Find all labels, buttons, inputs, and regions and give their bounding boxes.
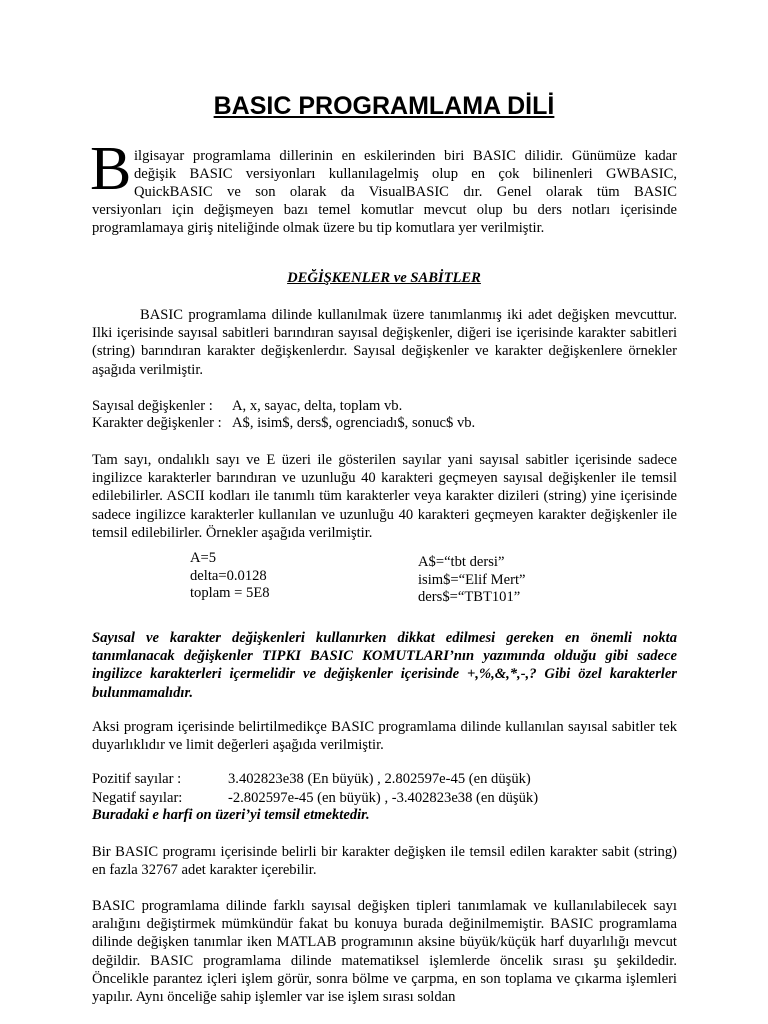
limits-note: Buradaki e harfi on üzeri’yi temsil etmektedir. [92,807,370,823]
positive-limits-values: 3.402823e38 (En büyük) , 2.802597e-45 (en düşük) [228,771,531,787]
numeric-vars-label: Sayısal değişkenler : [92,398,213,414]
positive-limits-label: Pozitif sayılar : [92,771,182,787]
example-numeric-2: delta=0.0128 [190,568,267,584]
paragraph-string-limit: Bir BASIC programı içerisinde belirli bir karakter değişken ile temsil edilen karakter sabit (string) en fazla 32767 adet karakter içerebilir. [92,844,677,879]
paragraph-integers: Tam sayı, ondalıklı sayı ve E üzeri ile gösterilen sayılar yani sayısal sabitler içerisinde sadece ingilizce karakterler barındıran ve uzunluğu 40 karakteri geçmeyen sayısal değişkenler ile temsil edilebilirler. ASCII kodları ile tanımlı tüm karakterler veya karakter dizileri (string) yine içerisinde sadece ingilizce karakterler kullanılan ve uzunluğu 40 karakteri geçmeyen karakter değişkenler ile temsil edilebilirler. Örnekler aşağıda verilmiştir. [92,452,677,541]
intro-line-1: ilgisayar programlama dillerinin en eskilerinden biri BASIC dilidir. Günümüze kadar [134,148,677,164]
negative-limits-values: -2.802597e-45 (en büyük) , -3.402823e38 (en düşük) [228,790,539,806]
paragraph-warning: Sayısal ve karakter değişkenleri kullanırken dikkat edilmesi gereken en önemli nokta tanımlanacak değişkenler TIPKI BASIC KOMUTLARI’nın yazımında olduğu gibi sadece ingilizce karakterleri içermelidir ve değişkenler içerisinde +,%,&,*,-,? Gibi özel karakterler bulunmamalıdır. [92,630,677,701]
negative-limits-label: Negatif sayılar: [92,790,183,806]
string-vars-values: A$, isim$, ders$, ogrenciadı$, sonuc$ vb. [232,415,476,431]
numeric-vars-values: A, x, sayac, delta, toplam vb. [232,398,403,414]
example-numeric-3: toplam = 5E8 [190,585,270,601]
example-numeric-1: A=5 [190,550,217,566]
example-string-2: isim$=“Elif Mert” [418,572,526,588]
drop-cap: B [90,135,132,203]
page-title: BASIC PROGRAMLAMA DİLİ [213,92,555,120]
string-vars-label: Karakter değişkenler : [92,415,222,431]
section-title: DEĞİŞKENLER ve SABİTLER [287,270,481,286]
example-string-1: A$=“tbt dersi” [418,554,505,570]
paragraph-variables: BASIC programlama dilinde kullanılmak üzere tanımlanmış iki adet değişken mevcuttur. Ilki içerisinde sayısal sabitleri barındıran sayısal değişkenler, diğeri ise içerisinde karakter sabitleri (string) barındıran karakter değişkenlerdır. Sayısal değişkenler ve karakter değişkenlere örnekler aşağıda verilmiştir. [92,307,677,378]
paragraph-limits-intro: Aksi program içerisinde belirtilmedikçe BASIC programlama dilinde kullanılan sayısal sabitler tek duyarlıklıdır ve limit değerleri aşağıda verilmiştir. [92,719,677,754]
paragraph-operations: BASIC programlama dilinde farklı sayısal değişken tipleri tanımlamak ve kullanılabilecek sayı aralığını değiştirmek mümkündür fakat bu konuya burada değinilmemiştir. BASIC programlama dilinde değişken tanımlar iken MATLAB programının aksine büyük/küçük harf duyarlılığı mevcut değildir. BASIC programlama dilinde matematiksel işlemlerde öncelik sırası şu şekildedir. Öncelikle parantez içleri işlem görür, sonra bölme ve çarpma, en son toplama ve çıkarma işlemleri yapılır. Aynı önceliğe sahip işlemler var ise işlem sırası soldan [92,898,677,1006]
intro-line-3: QuickBASIC ve son olarak da VisualBASIC dır. Genel olarak tüm BASIC [134,184,677,200]
intro-paragraph-rest: versiyonları için değişmeyen bazı temel komutlar mevcut olup bu ders notları içerisinde programlamaya giriş niteliğinde olmak üzere bu tip komutlara yer verilmiştir. [92,202,677,237]
intro-line-2: değişik BASIC versiyonları kullanılagelmiş olup en çok bilinenleri GWBASIC, [134,166,677,182]
example-string-3: ders$=“TBT101” [418,589,521,605]
